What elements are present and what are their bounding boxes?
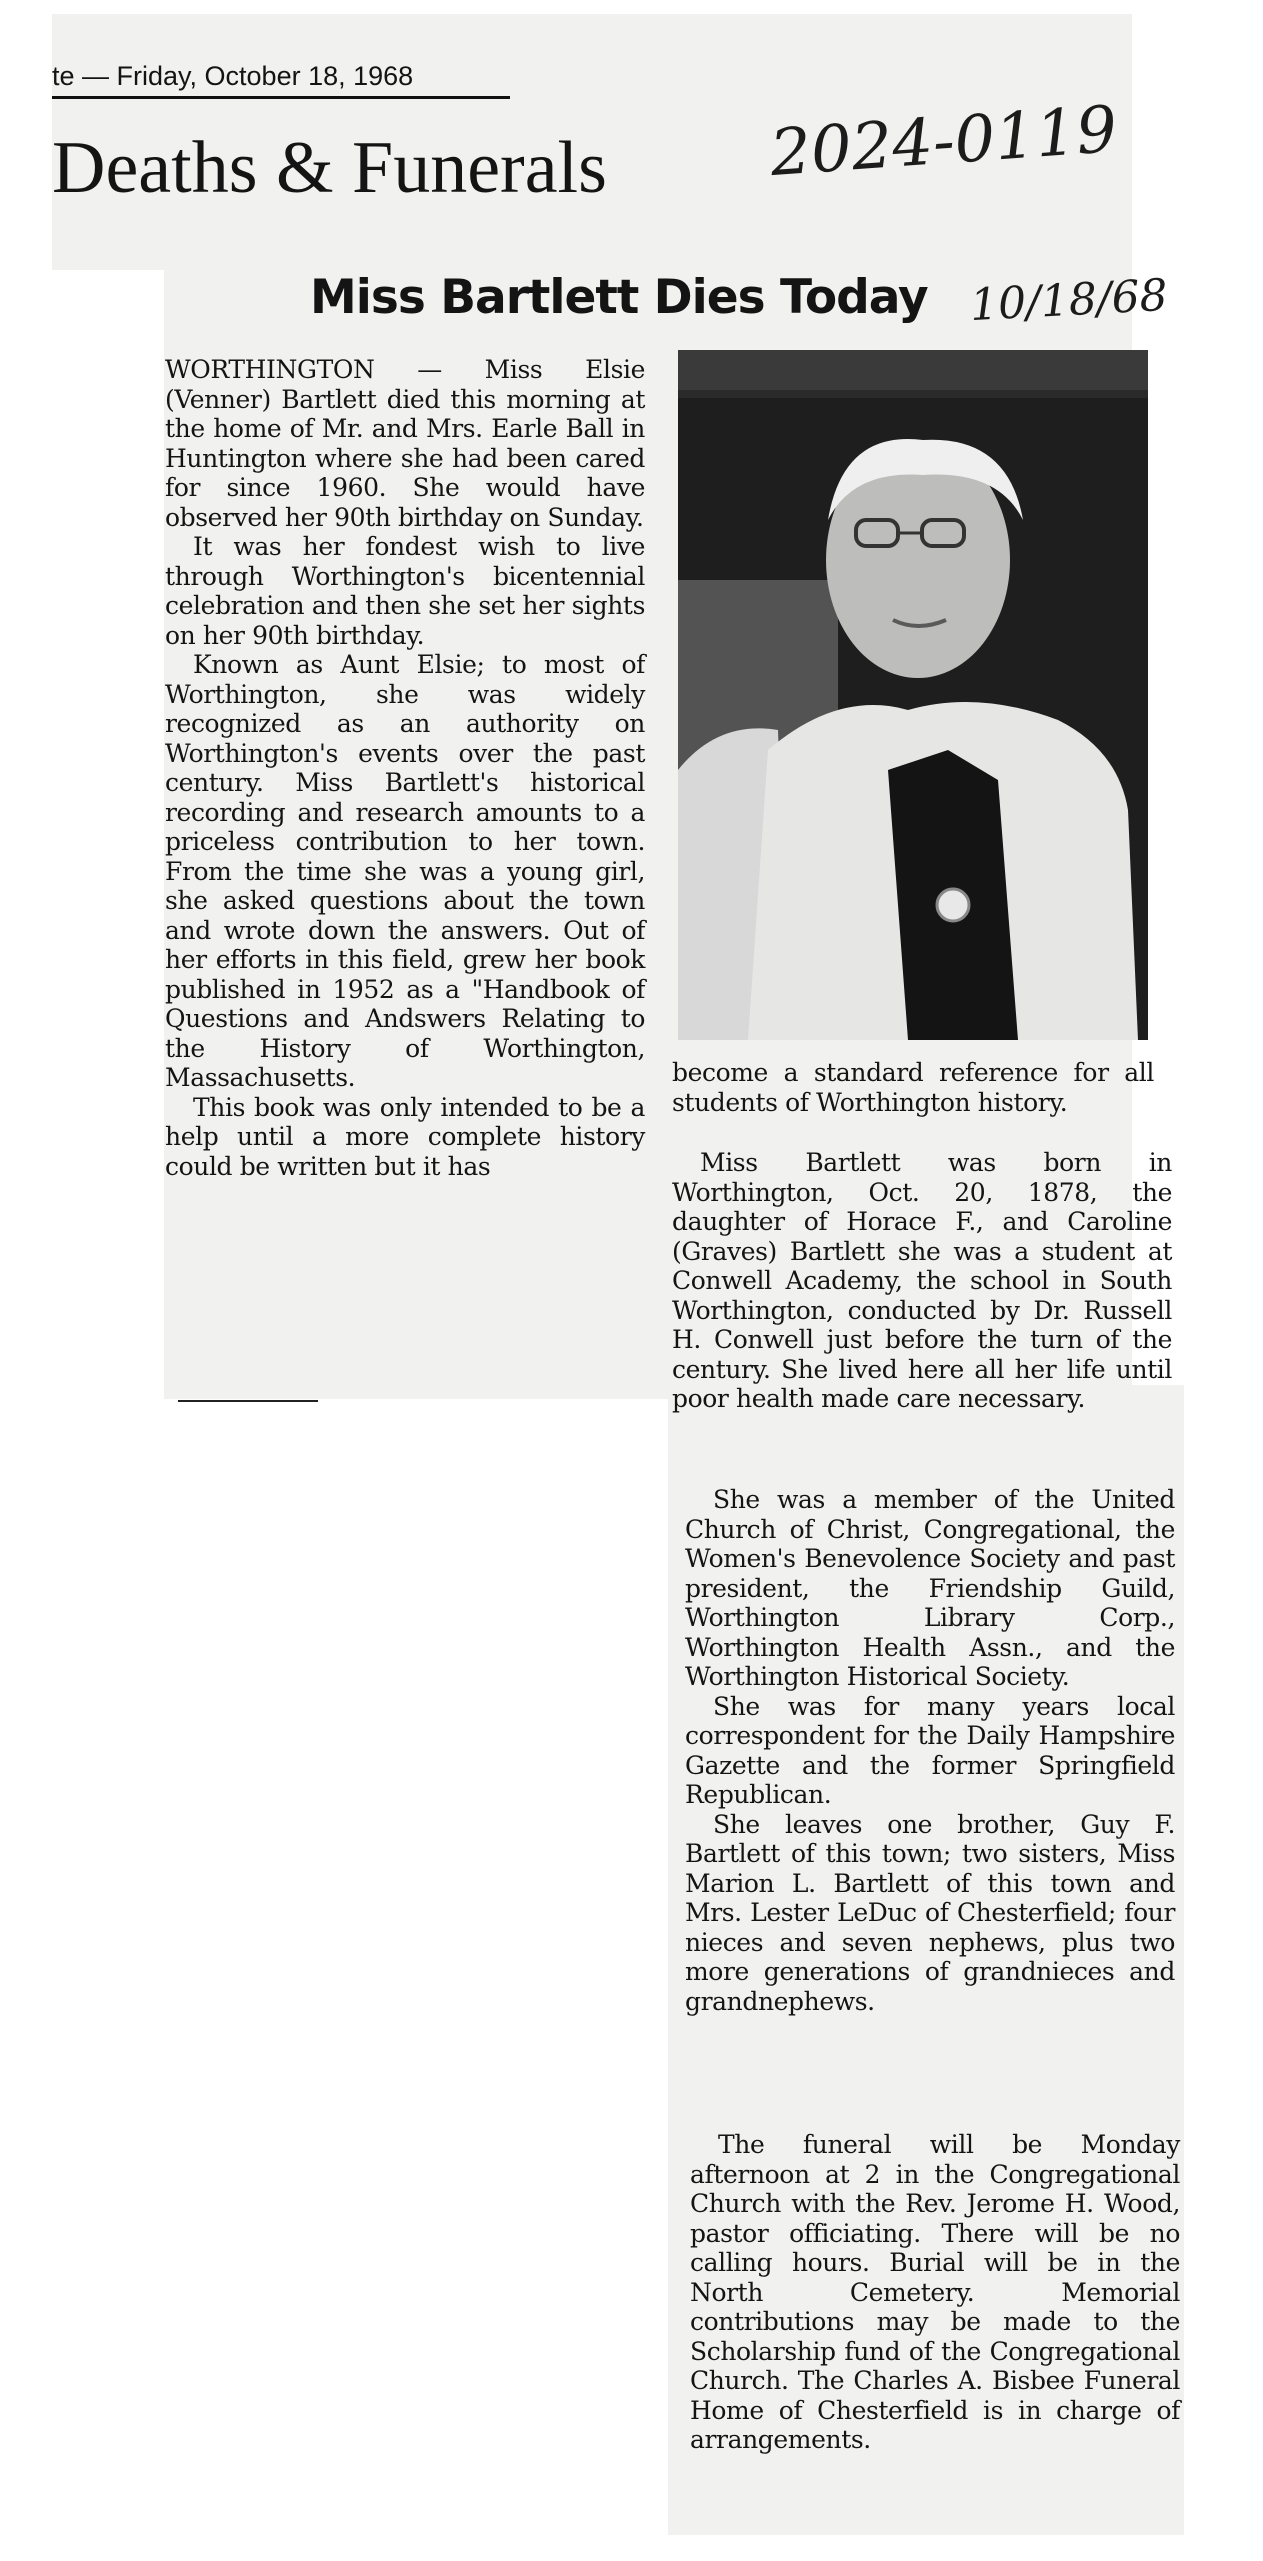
paragraph: The funeral will be Monday afternoon at 2 in the Congregational Church with the Rev. Jerome H. Wood, pastor officiating. There will be no calling hours. Burial will be in the North Cemetery. Memorial contributions may be made to the Scholarship fund of the Congregational Church. The Charles A. Bisbee Funeral Home of Chesterfield is in charge of arrangements. bbox=[690, 2130, 1180, 2454]
handwritten-accession-number: 2024-0119 bbox=[767, 92, 1120, 192]
section-title: Deaths & Funerals bbox=[52, 127, 607, 209]
paragraph: This book was only intended to be a help until a more complete history could be written but it has bbox=[165, 1092, 645, 1181]
clipping-margin bbox=[52, 270, 164, 1400]
paragraph: Known as Aunt Elsie; to most of Worthington, she was widely recognized as an authority on Worthington's events over the past century. Miss Bartlett's historical recording and research amounts to a priceless contribution to her town. From the time she was a young girl, she asked questions about the town and wrote down the answers. Out of her efforts in this field, grew her book published in 1952 as a "Handbook of Questions and Andswers Relating to the History of Worthington, Massachusetts. bbox=[165, 650, 645, 1092]
paragraph: It was her fondest wish to live through Worthington's bicentennial celebration and then she set her sights on her 90th birthday. bbox=[165, 532, 645, 650]
article-column-right-middle bbox=[672, 1148, 1172, 1414]
article-column-right-top bbox=[672, 1058, 1154, 1117]
paragraph: WORTHINGTON — Miss Elsie (Venner) Bartlett died this morning at the home of Mr. and Mrs. Earle Ball in Huntington where she had been cared for since 1960. She would have observed her 90th birthday on Sunday. bbox=[165, 355, 645, 532]
headline: Miss Bartlett Dies Today bbox=[310, 270, 928, 325]
article-column-right-lower bbox=[685, 1485, 1175, 2016]
handwritten-date: 10/18/68 bbox=[968, 269, 1169, 332]
portrait-image bbox=[678, 350, 1148, 1040]
dateline: te — Friday, October 18, 1968 bbox=[52, 56, 510, 99]
portrait-photo bbox=[678, 350, 1148, 1040]
end-rule bbox=[178, 1400, 318, 1402]
paragraph: She was a member of the United Church of Christ, Congregational, the Women's Benevolence Society and past president, the Friendship Guild, Worthington Library Corp., Worthington Health Assn., and the Worthington Historical Society. bbox=[685, 1485, 1175, 1691]
paragraph: Miss Bartlett was born in Worthington, Oct. 20, 1878, the daughter of Horace F., and Caroline (Graves) Bartlett she was a student at Conwell Academy, the school in South Worthington, conducted by Dr. Russell H. Conwell just before the turn of the century. She lived here all her life until poor health made care necessary. bbox=[672, 1148, 1172, 1413]
article-column-left bbox=[165, 355, 645, 1181]
paragraph-continued: become a standard reference for all students of Worthington history. bbox=[672, 1058, 1154, 1117]
article-column-right-bottom bbox=[690, 2130, 1180, 2455]
paragraph: She was for many years local correspondent for the Daily Hampshire Gazette and the former Springfield Republican. bbox=[685, 1691, 1175, 1809]
paragraph: She leaves one brother, Guy F. Bartlett of this town; two sisters, Miss Marion L. Bartlett of this town and Mrs. Lester LeDuc of Chesterfield; four nieces and seven nephews, plus two more generations of grandnieces and grandnephews. bbox=[685, 1809, 1175, 2016]
